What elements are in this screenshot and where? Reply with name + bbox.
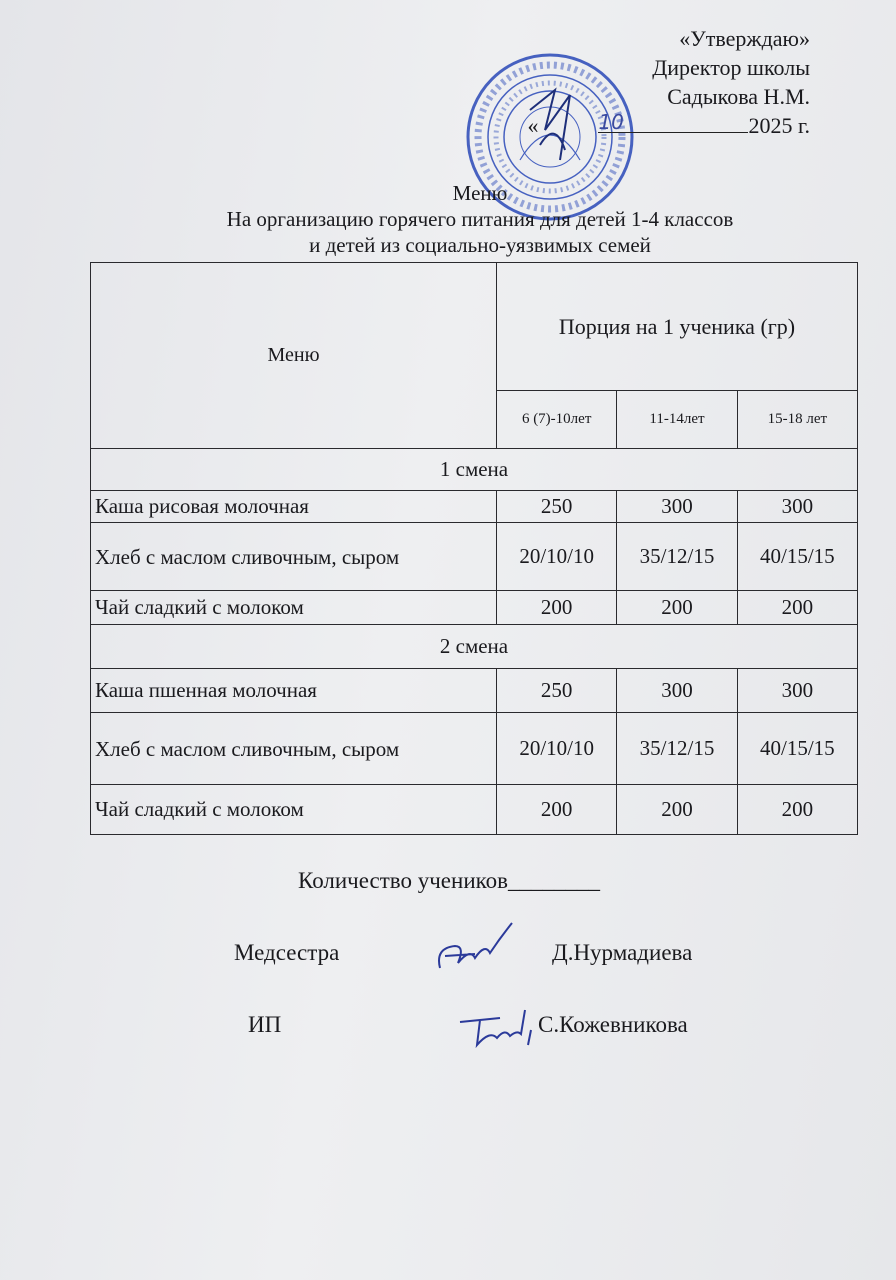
nurse-signature bbox=[430, 918, 520, 983]
handwritten-date: 10 bbox=[598, 110, 624, 134]
portion-value: 250 bbox=[497, 491, 617, 523]
title-subtitle: На организацию горячего питания для детей 1-4 классов bbox=[226, 207, 734, 231]
table-row bbox=[91, 591, 858, 625]
approval-date: « 10 2025 г. bbox=[527, 110, 810, 138]
dish-name: Каша пшенная молочная bbox=[91, 669, 497, 713]
approver-name: Садыкова Н.М. bbox=[667, 84, 810, 109]
approval-title: «Утверждаю» bbox=[679, 26, 810, 51]
table-row bbox=[91, 785, 858, 835]
title-subtitle-2: и детей из социально-уязвимых семей bbox=[309, 233, 651, 257]
menu-header: Меню bbox=[91, 263, 497, 449]
portion-value: 35/12/15 bbox=[617, 713, 737, 785]
approval-block bbox=[527, 24, 810, 140]
portion-value: 250 bbox=[497, 669, 617, 713]
portion-value: 200 bbox=[737, 591, 857, 625]
date-blank bbox=[598, 112, 748, 133]
portion-value: 200 bbox=[497, 591, 617, 625]
portion-value: 20/10/10 bbox=[497, 713, 617, 785]
table-row bbox=[91, 491, 858, 523]
table-row bbox=[91, 713, 858, 785]
approver-position: Директор школы bbox=[652, 55, 810, 80]
table-row bbox=[91, 523, 858, 591]
nurse-role: Медсестра bbox=[234, 940, 340, 965]
title-menu: Меню bbox=[452, 181, 508, 205]
dish-name: Каша рисовая молочная bbox=[91, 491, 497, 523]
dish-name: Хлеб с маслом сливочным, сыром bbox=[91, 523, 497, 591]
section-header: 1 смена bbox=[91, 449, 858, 491]
portion-value: 300 bbox=[737, 491, 857, 523]
section-header: 2 смена bbox=[91, 625, 858, 669]
portion-value: 40/15/15 bbox=[737, 713, 857, 785]
portion-value: 20/10/10 bbox=[497, 523, 617, 591]
table-row bbox=[91, 669, 858, 713]
dish-name: Чай сладкий с молоком bbox=[91, 785, 497, 835]
portion-value: 35/12/15 bbox=[617, 523, 737, 591]
nurse-name: Д.Нурмадиева bbox=[552, 940, 693, 965]
students-count: Количество учеников________ bbox=[298, 868, 600, 893]
portion-value: 200 bbox=[617, 591, 737, 625]
document-title bbox=[0, 180, 896, 258]
menu-table bbox=[90, 262, 858, 835]
ip-role: ИП bbox=[248, 1012, 282, 1037]
portion-value: 300 bbox=[737, 669, 857, 713]
portion-value: 200 bbox=[497, 785, 617, 835]
age-group: 15-18 лет bbox=[737, 391, 857, 449]
age-group: 6 (7)-10лет bbox=[497, 391, 617, 449]
portion-header: Порция на 1 ученика (гр) bbox=[497, 263, 858, 391]
portion-value: 200 bbox=[617, 785, 737, 835]
portion-value: 300 bbox=[617, 491, 737, 523]
dish-name: Чай сладкий с молоком bbox=[91, 591, 497, 625]
dish-name: Хлеб с маслом сливочным, сыром bbox=[91, 713, 497, 785]
portion-value: 200 bbox=[737, 785, 857, 835]
ip-name: С.Кожевникова bbox=[538, 1012, 688, 1037]
portion-value: 300 bbox=[617, 669, 737, 713]
portion-value: 40/15/15 bbox=[737, 523, 857, 591]
age-group: 11-14лет bbox=[617, 391, 737, 449]
ip-signature bbox=[455, 1000, 535, 1055]
